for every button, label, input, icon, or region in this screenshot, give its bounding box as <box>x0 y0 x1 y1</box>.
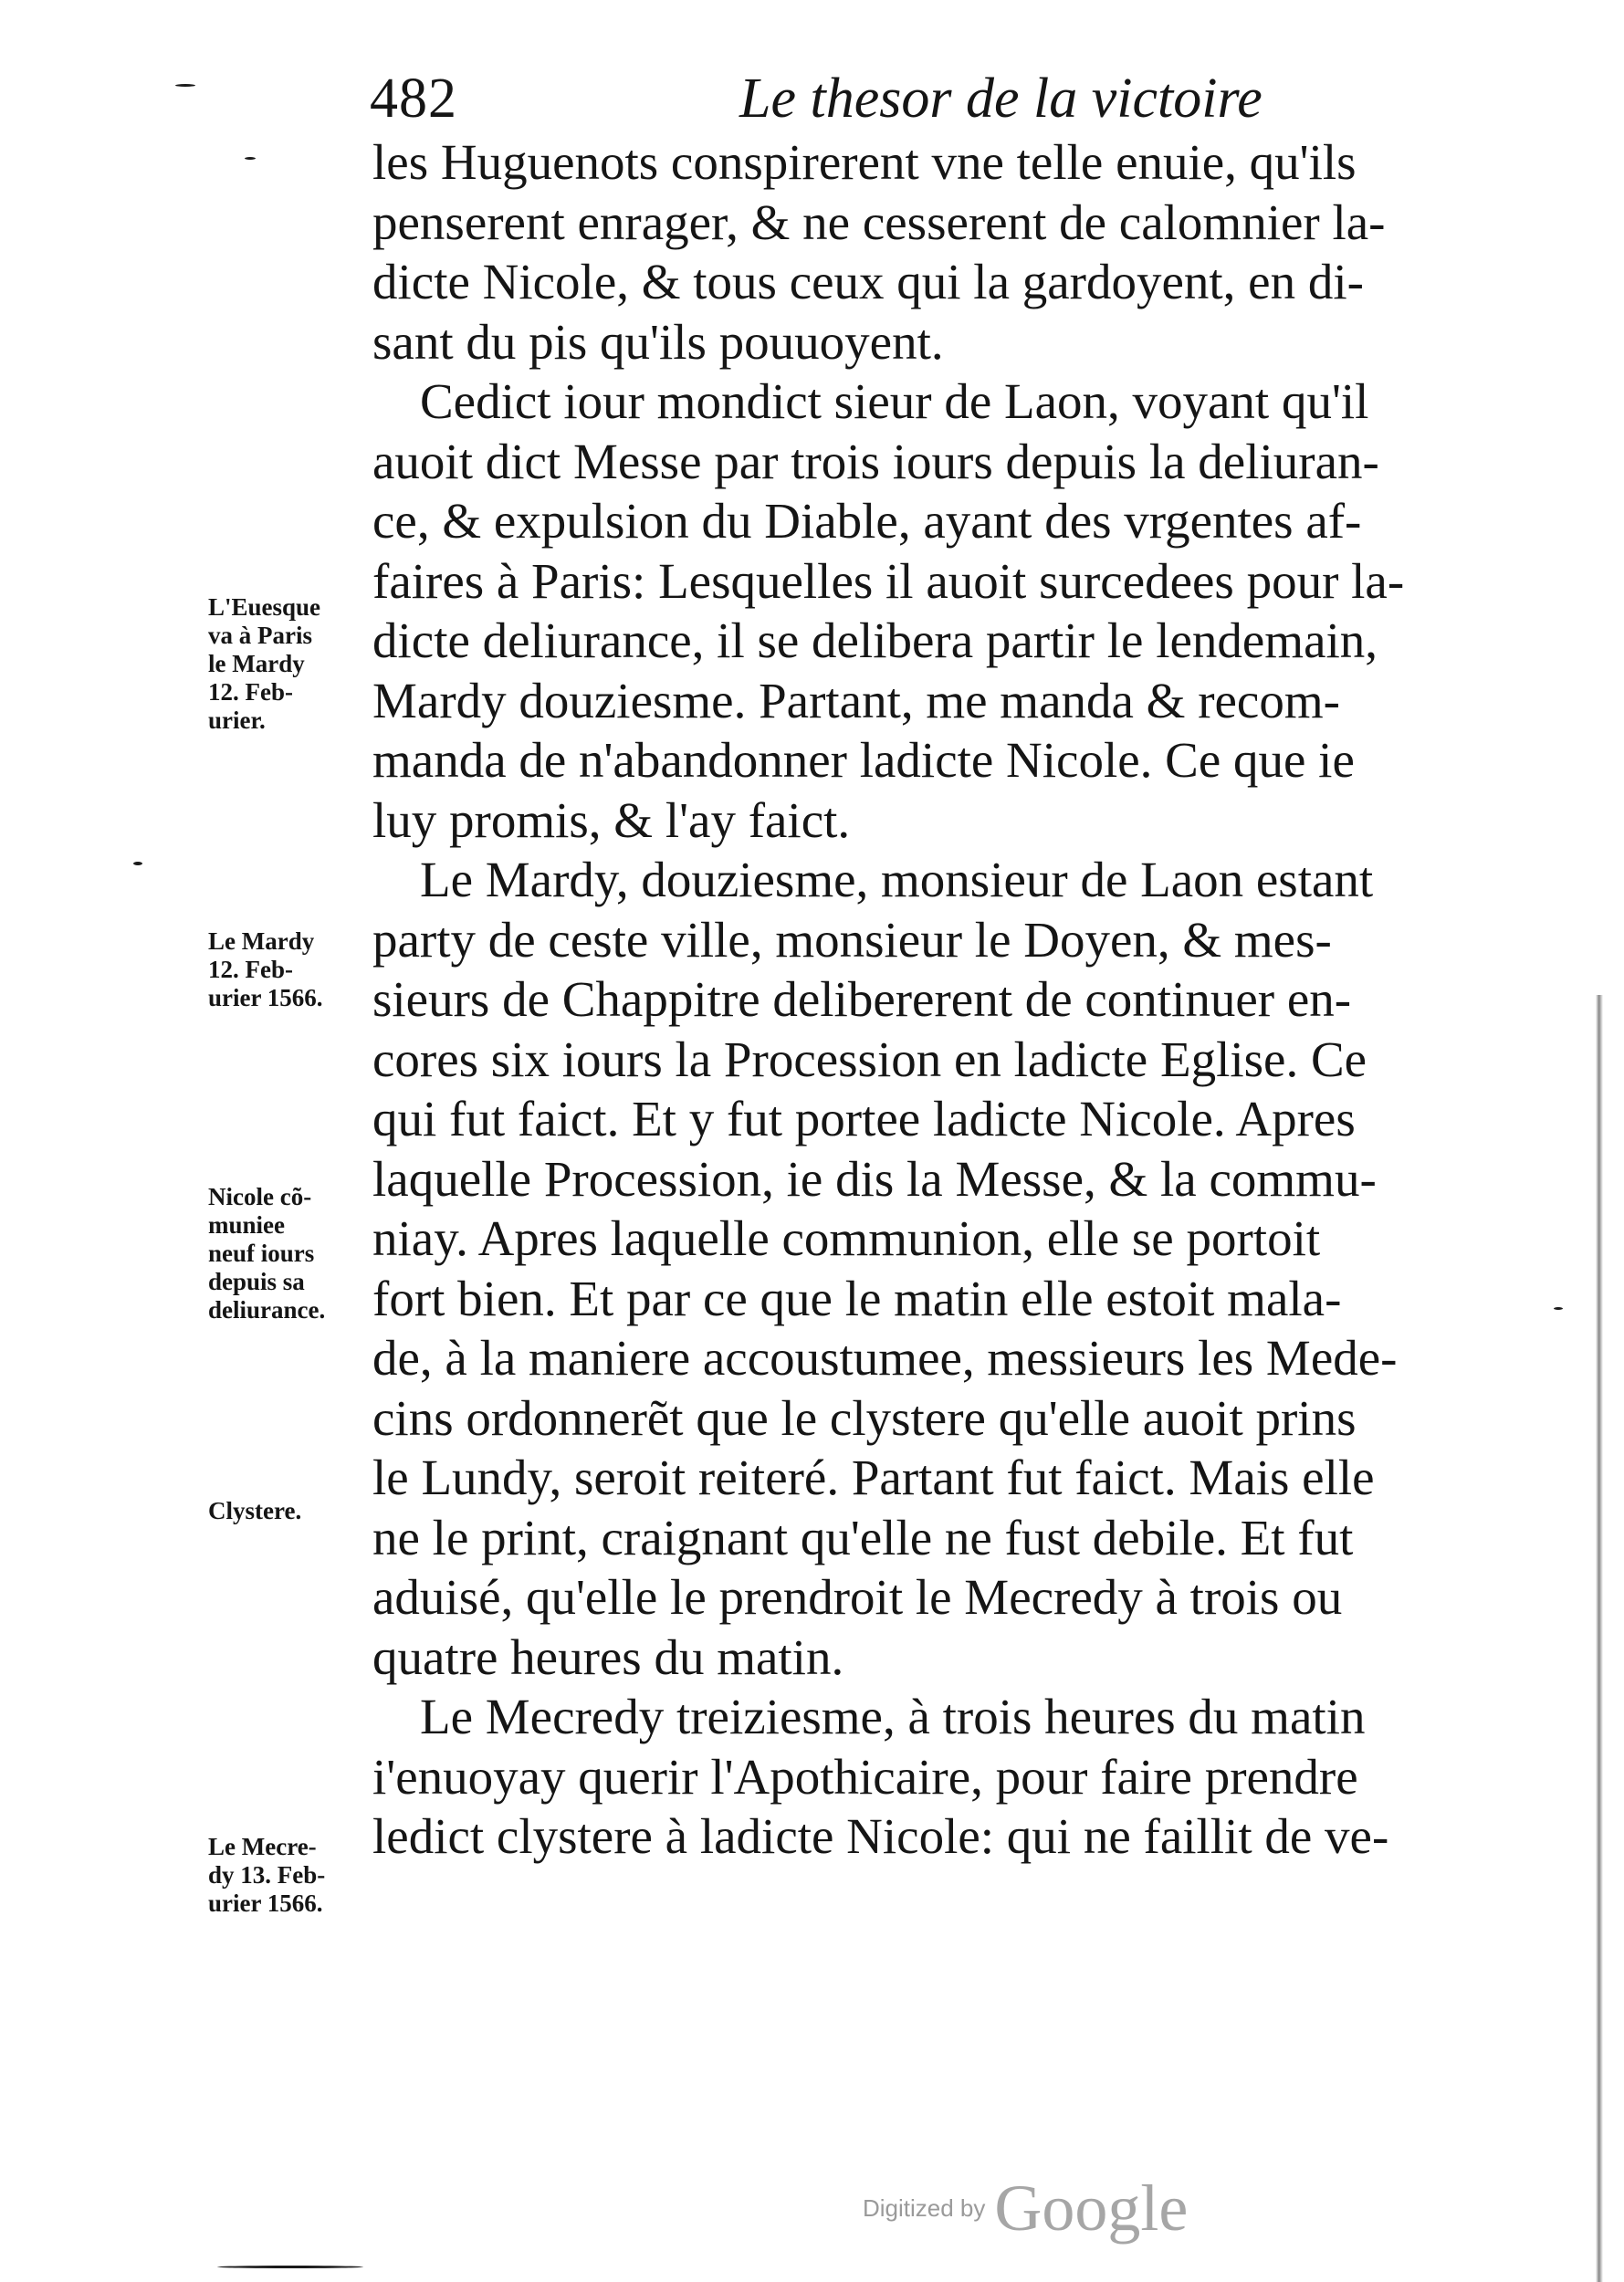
text-line: i'enuoyay querir l'Apothicaire, pour faire prendre <box>372 1748 1358 1805</box>
margin-note-bishop-departure <box>208 593 371 735</box>
margin-note-line: Le Mardy <box>208 927 315 955</box>
running-header <box>370 62 1263 135</box>
margin-note-line: depuis sa <box>208 1268 305 1295</box>
margin-note-line: 12. Feb- <box>208 678 293 706</box>
ink-speck <box>245 157 256 160</box>
margin-note-line: va à Paris <box>208 622 312 649</box>
margin-note-line: Nicole cõ- <box>208 1183 312 1210</box>
margin-note-line: urier 1566. <box>208 984 323 1011</box>
ink-speck <box>133 862 142 865</box>
ink-speck <box>175 84 195 87</box>
text-line: quatre heures du matin. <box>372 1628 844 1685</box>
ink-speck <box>217 2266 363 2268</box>
text-line: luy promis, & l'ay faict. <box>372 791 851 848</box>
margin-note-line: Clystere. <box>208 1497 302 1524</box>
text-line: les Huguenots conspirerent vne telle enuie, qu'ils <box>372 134 1357 190</box>
text-line: Mardy douziesme. Partant, me manda & recom- <box>372 672 1340 728</box>
text-line: party de ceste ville, monsieur le Doyen, & mes- <box>372 911 1332 968</box>
margin-note-line: Le Mecre- <box>208 1833 317 1860</box>
text-line: le Lundy, seroit reiteré. Partant fut faict. Mais elle <box>372 1450 1375 1505</box>
margin-note-line: L'Euesque <box>208 593 321 621</box>
margin-note-line: dy 13. Feb- <box>208 1861 326 1889</box>
text-line: faires à Paris: Lesquelles il auoit surcedees pour la- <box>372 552 1405 609</box>
text-line: cores six iours la Procession en ladicte Eglise. Ce <box>372 1031 1367 1087</box>
page-number: 482 <box>370 68 457 130</box>
text-line: penserent enrager, & ne cesserent de calomnier la- <box>372 194 1386 250</box>
margin-note-line: urier. <box>208 707 266 734</box>
text-line: fort bien. Et par ce que le matin elle estoit mala- <box>372 1270 1342 1326</box>
margin-note-line: deliurance. <box>208 1296 326 1324</box>
text-line: cins ordonnerẽt que le clystere qu'elle auoit prins <box>372 1389 1357 1446</box>
margin-note-line: neuf iours <box>208 1240 315 1267</box>
running-title: Le thesor de la victoire <box>739 68 1263 130</box>
text-line: manda de n'abandonner ladicte Nicole. Ce que ie <box>372 732 1355 788</box>
text-line: dicte deliurance, il se delibera partir le lendemain, <box>372 612 1378 668</box>
text-line: ne le print, craignant qu'elle ne fust debile. Et fut <box>372 1509 1354 1565</box>
text-line: dicte Nicole, & tous ceux qui la gardoyent, en di- <box>372 254 1364 309</box>
margin-note-line: 12. Feb- <box>208 956 293 983</box>
google-logo: Google <box>994 2172 1189 2245</box>
text-line: Le Mardy, douziesme, monsieur de Laon estant <box>420 852 1374 907</box>
margin-note-wednesday <box>208 1833 371 1918</box>
text-line: niay. Apres laquelle communion, elle se portoit <box>372 1210 1321 1266</box>
margin-note-line: le Mardy <box>208 650 305 677</box>
text-line: de, à la maniere accoustumee, messieurs les Mede- <box>372 1330 1398 1386</box>
body-text <box>372 132 1486 1867</box>
margin-note-clystere <box>208 1497 371 1525</box>
text-line: ce, & expulsion du Diable, ayant des vrgentes af- <box>372 493 1362 549</box>
text-line: sant du pis qu'ils pouuoyent. <box>372 313 944 370</box>
text-line: auoit dict Messe par trois iours depuis la deliuran- <box>372 433 1379 489</box>
watermark-prefix: Digitized by <box>863 2194 986 2222</box>
text-line: sieurs de Chappitre delibererent de continuer en- <box>372 971 1352 1027</box>
page-edge-shadow <box>1596 995 1603 2282</box>
margin-note-communion <box>208 1183 371 1324</box>
text-line: aduisé, qu'elle le prendroit le Mecredy à trois ou <box>372 1569 1343 1625</box>
text-line: laquelle Procession, ie dis la Messe, & la commu- <box>372 1150 1377 1207</box>
text-line: qui fut faict. Et y fut portee ladicte Nicole. Apres <box>372 1091 1356 1146</box>
text-line: Le Mecredy treiziesme, à trois heures du matin <box>420 1689 1366 1744</box>
text-line: Cedict iour mondict sieur de Laon, voyant qu'il <box>420 373 1369 429</box>
text-line: ledict clystere à ladicte Nicole: qui ne faillit de ve- <box>372 1808 1389 1864</box>
margin-note-line: muniee <box>208 1211 285 1239</box>
margin-note-tuesday <box>208 927 371 1012</box>
margin-note-line: urier 1566. <box>208 1889 323 1917</box>
digitized-by-google-watermark <box>863 2171 1189 2245</box>
ink-speck <box>1554 1307 1563 1310</box>
